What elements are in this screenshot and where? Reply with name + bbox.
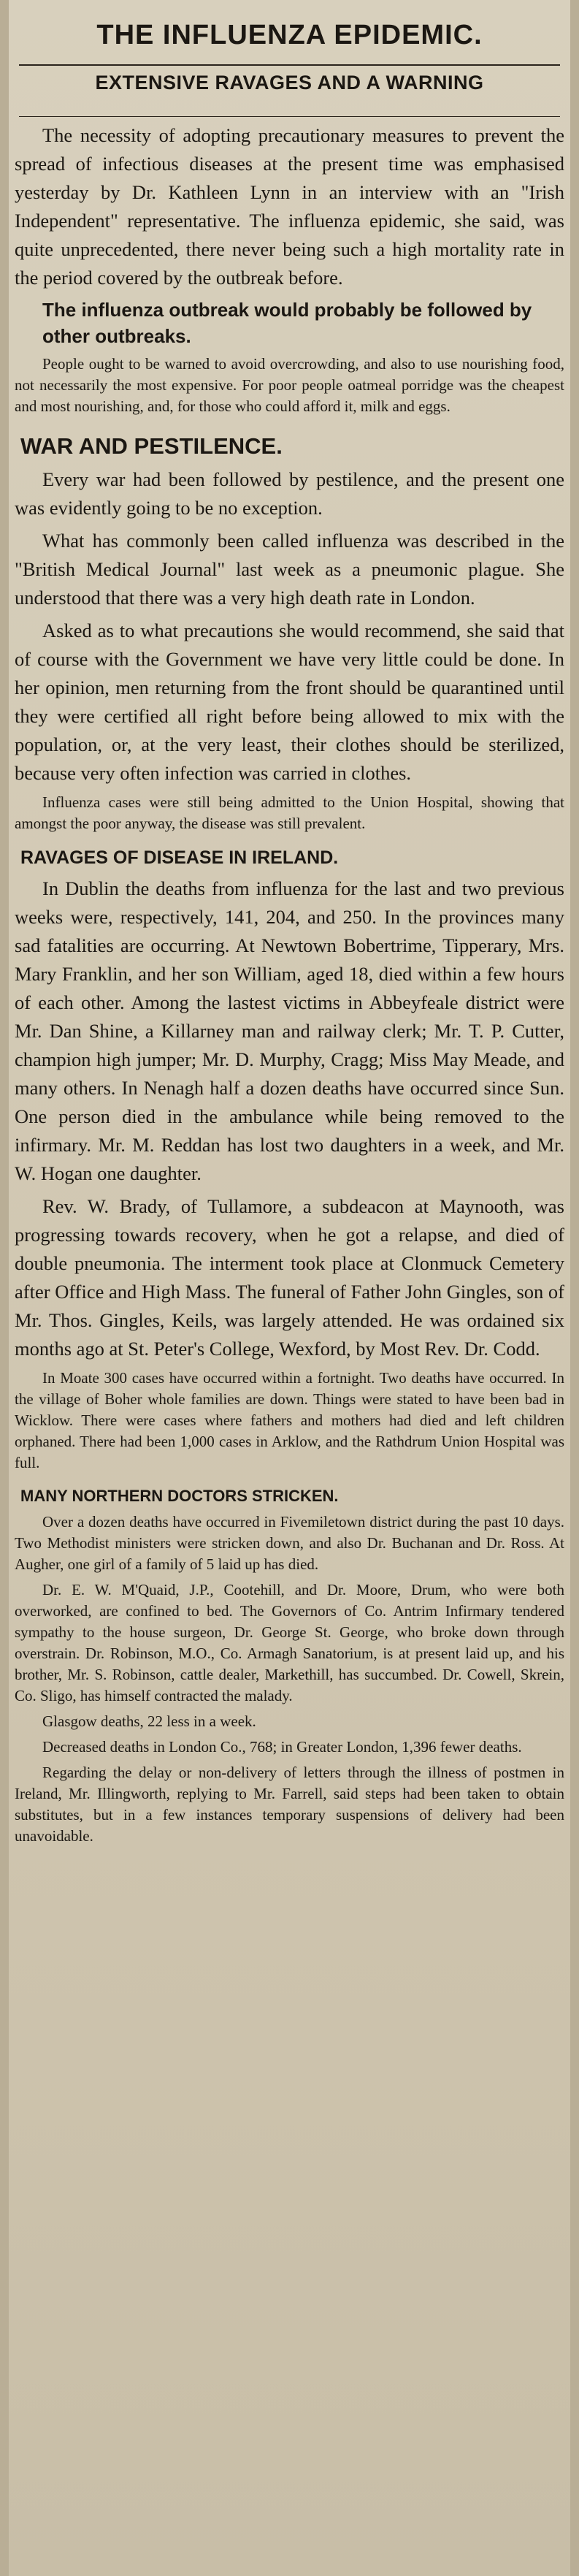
intro-block bbox=[15, 121, 564, 292]
section-paragraph: In Dublin the deaths from influenza for the last and two previous weeks were, respectively, 141, 204, and 250. In the provinces many sad fatalities are occurring. At Newtown Bobertrime, Tipperary, Mrs. Mary Franklin, and her son William, aged 18, died within a few hours of each other. Among the lastest victims in Abbeyfeale district were Mr. Dan Shine, a Killarney man and railway clerk; Mr. T. P. Cutter, champion high jumper; Mr. D. Murphy, Cragg; Miss May Meade, and many others. In Nenagh half a dozen deaths have occurred since Sun. One person died in the ambulance while being removed to the infirmary. Mr. M. Reddan has lost two daughters in a week, and Mr. W. Hogan one daughter. bbox=[15, 877, 564, 1184]
section-paragraph: Every war had been followed by pestilence, and the present one was evidently going to be no exception. bbox=[15, 468, 564, 519]
section-paragraph: Asked as to what precautions she would recommend, she said that of course with the Government we have very little could be done. In her opinion, men returning from the front should be quarantined until they were certified all right before being allowed to mix with the population, or, at the very least, their clothes should be sterilized, because very often infection was carried in clothes. bbox=[15, 620, 564, 784]
subheadline-rule bbox=[19, 116, 560, 117]
section-paragraph: Dr. E. W. M'Quaid, J.P., Cootehill, and Dr. Moore, Drum, who were both overworked, are confined to bed. The Governors of Co. Antrim Infirmary tendered sympathy to the house surgeon, Dr. George St. George, who broke down through overstrain. Dr. Robinson, M.O., Co. Armagh Sanatorium, is at present laid up, and his brother, Mr. S. Robinson, cattle dealer, Markethill, has succumbed. Dr. Cowell, Skrein, Co. Sligo, has himself contracted the malady. bbox=[15, 1581, 564, 1704]
headline: THE INFLUENZA EPIDEMIC. bbox=[96, 20, 483, 50]
article-column bbox=[15, 0, 564, 1847]
paper-edge-left bbox=[0, 0, 9, 2576]
section-doctors bbox=[15, 1512, 564, 1847]
advice-block bbox=[15, 354, 564, 417]
section-heading-doctors: MANY NORTHERN DOCTORS STRICKEN. bbox=[20, 1487, 339, 1505]
section-paragraph: Decreased deaths in London Co., 768; in Greater London, 1,396 fewer deaths. bbox=[42, 1738, 522, 1756]
section-paragraph: Glasgow deaths, 22 less in a week. bbox=[42, 1712, 256, 1730]
section-war-note bbox=[15, 792, 564, 834]
advice-paragraph: People ought to be warned to avoid overcrowding, and also to use nourishing food, not necessarily the most expensive. For poor people oatmeal porridge was the cheapest and most nourishing, and, for those who could afford it, milk and eggs. bbox=[15, 355, 564, 415]
section-war bbox=[15, 465, 564, 788]
section-ireland-note bbox=[15, 1368, 564, 1474]
section-paragraph: Over a dozen deaths have occurred in Fivemiletown district during the past 10 days. Two Methodist ministers were stricken down, and also Dr. Buchanan and Dr. Ross. At Augher, one girl of a family of 5 laid up has died. bbox=[15, 1513, 564, 1573]
note-paragraph: Influenza cases were still being admitted to the Union Hospital, showing that amongst the poor anyway, the disease was still prevalent. bbox=[15, 793, 564, 832]
subheadline: EXTENSIVE RAVAGES AND A WARNING bbox=[95, 72, 484, 94]
section-paragraph: What has commonly been called influenza was described in the "British Medical Journal" last week as a pneumonic plague. She understood that there was a very high death rate in London. bbox=[15, 530, 564, 609]
section-heading-ireland: RAVAGES OF DISEASE IN IRELAND. bbox=[20, 847, 339, 868]
section-heading-war: WAR AND PESTILENCE. bbox=[20, 433, 283, 459]
intro-paragraph: The necessity of adopting precautionary measures to prevent the spread of infectious diseases at the present time was emphasised yesterday by Dr. Kathleen Lynn in an interview with an "Irish Independent" representative. The influenza epidemic, she said, was quite unprecedented, there never being such a high mortality rate in the period covered by the outbreak before. bbox=[15, 124, 564, 289]
paper-edge-right bbox=[570, 0, 579, 2576]
lead-paragraph: The influenza outbreak would probably be followed by other outbreaks. bbox=[42, 299, 532, 347]
headline-rule bbox=[19, 64, 560, 66]
section-paragraph: Regarding the delay or non-delivery of letters through the illness of postmen in Ireland, Mr. Illingworth, replying to Mr. Farrell, said steps had been taken to obtain substitutes, but in a few instances temporary suspensions of delivery had been unavoidable. bbox=[15, 1764, 564, 1845]
section-paragraph: Rev. W. Brady, of Tullamore, a subdeacon at Maynooth, was progressing towards recovery, when he got a relapse, and died of double pneumonia. The interment took place at Clonmuck Cemetery after Office and High Mass. The funeral of Father John Gingles, son of Mr. Thos. Gingles, Keils, was largely attended. He was ordained six months ago at St. Peter's College, Wexford, by Most Rev. Dr. Codd. bbox=[15, 1195, 564, 1360]
note-paragraph: In Moate 300 cases have occurred within a fortnight. Two deaths have occurred. In the village of Boher whole families are down. Things were stated to have been bad in Wicklow. There were cases where fathers and mothers had died and left children orphaned. There had been 1,000 cases in Arklow, and the Rathdrum Union Hospital was full. bbox=[15, 1369, 564, 1471]
section-ireland bbox=[15, 874, 564, 1363]
